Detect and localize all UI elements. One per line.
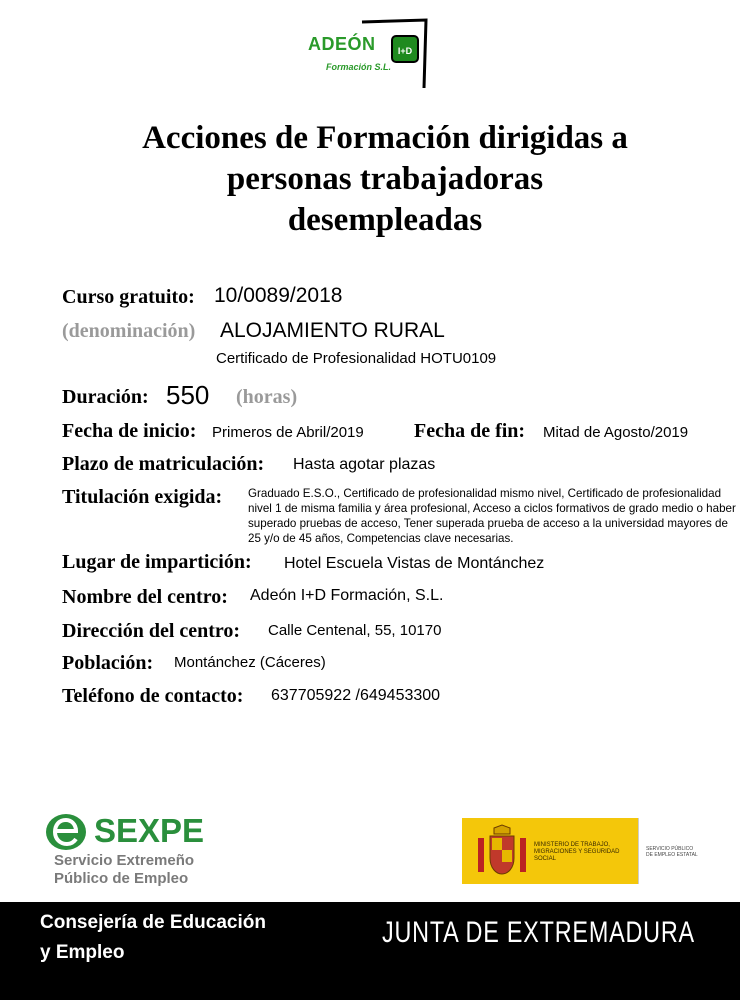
sexpe-line2: Público de Empleo bbox=[54, 870, 189, 887]
centro-value: Adeón I+D Formación, S.L. bbox=[250, 587, 444, 604]
curso-label: Curso gratuito: bbox=[62, 286, 195, 308]
duracion-unit: (horas) bbox=[236, 386, 298, 408]
direccion-value: Calle Centenal, 55, 10170 bbox=[268, 622, 442, 639]
footer-bar bbox=[0, 902, 740, 1000]
plazo-label: Plazo de matriculación: bbox=[62, 453, 265, 475]
sexpe-logo bbox=[44, 812, 244, 892]
denominacion-value: ALOJAMIENTO RURAL bbox=[220, 319, 445, 342]
adeon-logo-name: ADEÓN bbox=[308, 34, 376, 54]
adeon-logo bbox=[300, 10, 440, 90]
adeon-logo-subtitle: Formación S.L. bbox=[326, 62, 392, 72]
sexpe-line1: Servicio Extremeño bbox=[54, 852, 195, 869]
fecha-inicio-value: Primeros de Abril/2019 bbox=[212, 424, 364, 441]
poblacion-label: Población: bbox=[62, 652, 154, 674]
fecha-fin-value: Mitad de Agosto/2019 bbox=[543, 424, 689, 441]
ministerio-logo bbox=[462, 818, 702, 886]
lugar-label: Lugar de impartición: bbox=[62, 551, 252, 573]
fecha-inicio-label: Fecha de inicio: bbox=[62, 420, 197, 442]
denominacion-label: (denominación) bbox=[62, 320, 196, 342]
duracion-label: Duración: bbox=[62, 386, 149, 408]
duracion-value: 550 bbox=[166, 380, 210, 410]
telefono-value: 637705922 /649453300 bbox=[271, 687, 441, 704]
centro-label: Nombre del centro: bbox=[62, 586, 228, 608]
adeon-logo-mark-icon bbox=[358, 14, 438, 94]
footer-left-line1: Consejería de Educación bbox=[40, 912, 266, 933]
servicio-publico-text: SERVICIO PÚBLICO DE EMPLEO ESTATAL bbox=[646, 846, 698, 858]
lugar-value: Hotel Escuela Vistas de Montánchez bbox=[284, 555, 545, 572]
certificado-value: Certificado de Profesionalidad HOTU0109 bbox=[216, 350, 497, 367]
footer-junta: JUNTA DE EXTREMADURA bbox=[382, 916, 695, 949]
title-line-3: desempleadas bbox=[287, 202, 483, 238]
footer-consejeria bbox=[40, 908, 300, 968]
title-line-1: Acciones de Formación dirigidas a bbox=[142, 120, 628, 156]
footer-left-line2: y Empleo bbox=[40, 942, 125, 963]
direccion-label: Dirección del centro: bbox=[62, 620, 241, 642]
adeon-logo-badge: I+D bbox=[397, 46, 413, 56]
telefono-label: Teléfono de contacto: bbox=[62, 685, 244, 707]
plazo-value: Hasta agotar plazas bbox=[293, 456, 436, 473]
titulacion-value: Graduado E.S.O., Certificado de profesionalidad mismo nivel, Certificado de profesionalidad nivel 1 de misma familia y área profesional, Acceso a ciclos formativos de grado medio o haber superado pruebas de acceso, Tener superada prueba de acceso a la universidad mayores de 25 y/o de 45 años, Competencias clave necesarias. bbox=[248, 487, 736, 545]
titulacion-label: Titulación exigida: bbox=[62, 486, 223, 508]
poblacion-value: Montánchez (Cáceres) bbox=[174, 654, 326, 671]
ministerio-text: MINISTERIO DE TRABAJO, MIGRACIONES Y SEGURIDAD SOCIAL bbox=[534, 842, 620, 862]
fecha-fin-label: Fecha de fin: bbox=[414, 420, 526, 442]
title-line-2: personas trabajadoras bbox=[226, 161, 544, 197]
curso-value: 10/0089/2018 bbox=[214, 284, 343, 307]
sexpe-name: SEXPE bbox=[94, 812, 205, 849]
spain-coat-of-arms-icon bbox=[474, 824, 530, 880]
sexpe-e-icon bbox=[44, 812, 92, 852]
page-title bbox=[60, 118, 710, 241]
